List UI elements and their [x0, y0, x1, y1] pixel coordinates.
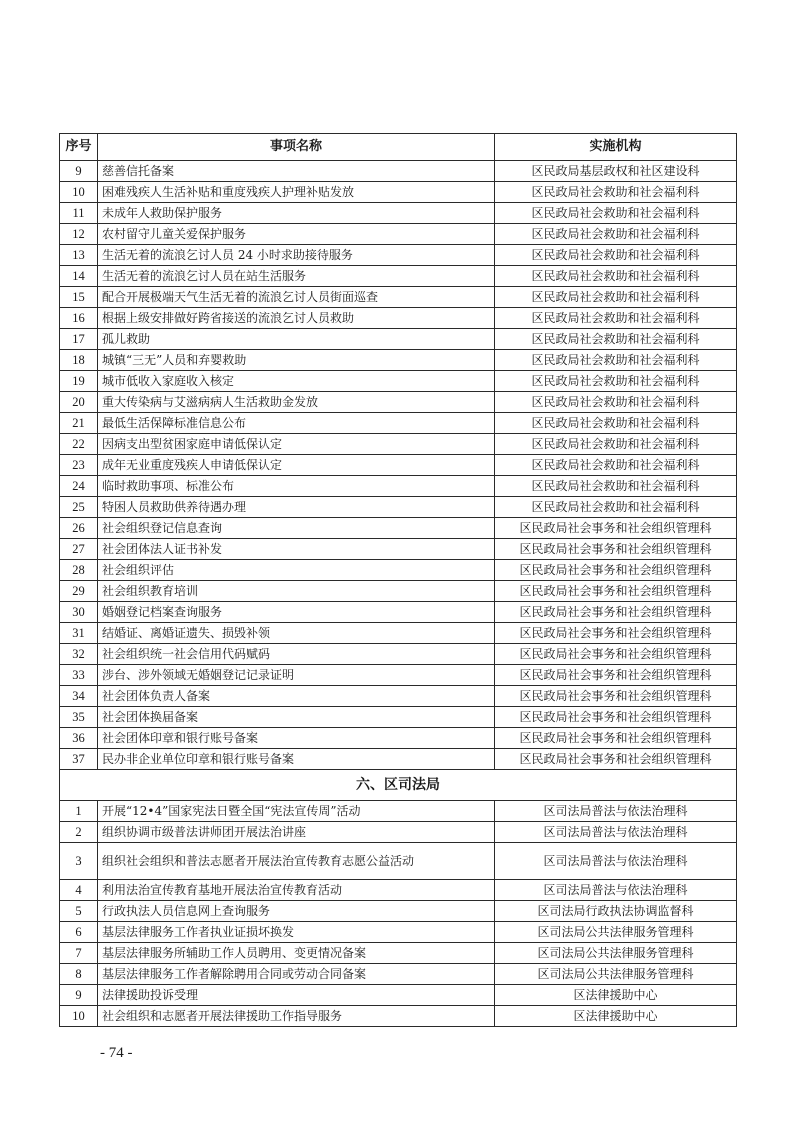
row-number: 22: [60, 434, 98, 455]
page-number: - 74 -: [100, 1045, 133, 1061]
table-row: [60, 707, 737, 728]
row-number: 11: [60, 203, 98, 224]
row-organization: 区民政局社会事务和社会组织管理科: [495, 749, 737, 770]
row-organization: 区民政局社会救助和社会福利科: [495, 350, 737, 371]
table-row: [60, 371, 737, 392]
row-number: 27: [60, 539, 98, 560]
row-item-name: 利用法治宣传教育基地开展法治宣传教育活动: [98, 880, 495, 901]
row-number: 5: [60, 901, 98, 922]
row-number: 4: [60, 880, 98, 901]
row-item-name: 生活无着的流浪乞讨人员 24 小时求助接待服务: [98, 245, 495, 266]
row-organization: 区司法局公共法律服务管理科: [495, 943, 737, 964]
row-item-name: 基层法律服务工作者执业证损坏换发: [98, 922, 495, 943]
table-row: [60, 308, 737, 329]
row-number: 10: [60, 182, 98, 203]
table-row: [60, 728, 737, 749]
header-item-name: 事项名称: [98, 134, 495, 161]
table-row: [60, 287, 737, 308]
table-row: [60, 665, 737, 686]
header-organization: 实施机构: [495, 134, 737, 161]
row-number: 6: [60, 922, 98, 943]
row-number: 14: [60, 266, 98, 287]
table-body-justice: [60, 801, 737, 1027]
row-number: 26: [60, 518, 98, 539]
row-number: 21: [60, 413, 98, 434]
table-row: [60, 539, 737, 560]
row-organization: 区民政局社会救助和社会福利科: [495, 203, 737, 224]
row-organization: 区民政局社会事务和社会组织管理科: [495, 518, 737, 539]
row-number: 16: [60, 308, 98, 329]
row-item-name: 组织社会组织和普法志愿者开展法治宣传教育志愿公益活动: [98, 843, 495, 880]
row-item-name: 社会组织教育培训: [98, 581, 495, 602]
table-row: [60, 497, 737, 518]
row-number: 15: [60, 287, 98, 308]
row-item-name: 社会组织统一社会信用代码赋码: [98, 644, 495, 665]
row-organization: 区民政局社会事务和社会组织管理科: [495, 602, 737, 623]
row-organization: 区民政局社会事务和社会组织管理科: [495, 686, 737, 707]
row-number: 12: [60, 224, 98, 245]
header-number: 序号: [60, 134, 98, 161]
row-organization: 区民政局社会救助和社会福利科: [495, 182, 737, 203]
row-item-name: 配合开展极端天气生活无着的流浪乞讨人员街面巡查: [98, 287, 495, 308]
table-row: [60, 623, 737, 644]
row-item-name: 生活无着的流浪乞讨人员在站生活服务: [98, 266, 495, 287]
table-row: [60, 901, 737, 922]
row-item-name: 临时救助事项、标准公布: [98, 476, 495, 497]
table-row: [60, 843, 737, 880]
document-page: [59, 133, 736, 1027]
row-number: 29: [60, 581, 98, 602]
row-item-name: 社会团体换届备案: [98, 707, 495, 728]
row-item-name: 婚姻登记档案查询服务: [98, 602, 495, 623]
row-item-name: 城镇“三无”人员和弃婴救助: [98, 350, 495, 371]
row-number: 33: [60, 665, 98, 686]
table-header-row: [60, 134, 737, 161]
row-number: 24: [60, 476, 98, 497]
row-organization: 区司法局行政执法协调监督科: [495, 901, 737, 922]
row-number: 18: [60, 350, 98, 371]
table-row: [60, 581, 737, 602]
row-item-name: 社会组织登记信息查询: [98, 518, 495, 539]
row-number: 34: [60, 686, 98, 707]
table-row: [60, 161, 737, 182]
row-item-name: 开展“12•4”国家宪法日暨全国“宪法宣传周”活动: [98, 801, 495, 822]
row-organization: 区民政局社会事务和社会组织管理科: [495, 560, 737, 581]
row-item-name: 城市低收入家庭收入核定: [98, 371, 495, 392]
row-number: 36: [60, 728, 98, 749]
row-organization: 区司法局公共法律服务管理科: [495, 922, 737, 943]
section-title: 六、区司法局: [60, 770, 737, 801]
row-item-name: 成年无业重度残疾人申请低保认定: [98, 455, 495, 476]
row-number: 19: [60, 371, 98, 392]
table-row: [60, 266, 737, 287]
row-organization: 区民政局社会事务和社会组织管理科: [495, 644, 737, 665]
table-row: [60, 943, 737, 964]
row-organization: 区民政局社会救助和社会福利科: [495, 287, 737, 308]
row-item-name: 根据上级安排做好跨省接送的流浪乞讨人员救助: [98, 308, 495, 329]
row-item-name: 重大传染病与艾滋病病人生活救助金发放: [98, 392, 495, 413]
row-number: 35: [60, 707, 98, 728]
row-item-name: 因病支出型贫困家庭申请低保认定: [98, 434, 495, 455]
row-organization: 区民政局社会事务和社会组织管理科: [495, 665, 737, 686]
row-organization: 区司法局普法与依法治理科: [495, 801, 737, 822]
row-organization: 区民政局社会事务和社会组织管理科: [495, 581, 737, 602]
row-organization: 区民政局基层政权和社区建设科: [495, 161, 737, 182]
row-number: 37: [60, 749, 98, 770]
table-row: [60, 434, 737, 455]
row-item-name: 社会组织评估: [98, 560, 495, 581]
table-row: [60, 964, 737, 985]
row-organization: 区民政局社会事务和社会组织管理科: [495, 728, 737, 749]
row-item-name: 组织协调市级普法讲师团开展法治讲座: [98, 822, 495, 843]
table-row: [60, 560, 737, 581]
table-row: [60, 455, 737, 476]
row-organization: 区民政局社会救助和社会福利科: [495, 392, 737, 413]
table-row: [60, 224, 737, 245]
row-organization: 区民政局社会救助和社会福利科: [495, 497, 737, 518]
row-number: 2: [60, 822, 98, 843]
row-organization: 区司法局公共法律服务管理科: [495, 964, 737, 985]
service-items-table: [59, 133, 737, 1027]
row-number: 9: [60, 161, 98, 182]
table-body-civil-affairs: [60, 161, 737, 770]
row-item-name: 最低生活保障标准信息公布: [98, 413, 495, 434]
row-organization: 区司法局普法与依法治理科: [495, 880, 737, 901]
row-item-name: 涉台、涉外领域无婚姻登记记录证明: [98, 665, 495, 686]
table-row: [60, 203, 737, 224]
row-organization: 区民政局社会救助和社会福利科: [495, 476, 737, 497]
row-item-name: 社会团体法人证书补发: [98, 539, 495, 560]
row-item-name: 社会团体负责人备案: [98, 686, 495, 707]
table-row: [60, 801, 737, 822]
row-organization: 区民政局社会救助和社会福利科: [495, 371, 737, 392]
table-row: [60, 350, 737, 371]
row-item-name: 社会团体印章和银行账号备案: [98, 728, 495, 749]
row-organization: 区法律援助中心: [495, 1006, 737, 1027]
row-item-name: 慈善信托备案: [98, 161, 495, 182]
row-organization: 区法律援助中心: [495, 985, 737, 1006]
row-number: 13: [60, 245, 98, 266]
row-item-name: 困难残疾人生活补贴和重度残疾人护理补贴发放: [98, 182, 495, 203]
row-organization: 区民政局社会救助和社会福利科: [495, 224, 737, 245]
row-organization: 区民政局社会救助和社会福利科: [495, 245, 737, 266]
row-organization: 区司法局普法与依法治理科: [495, 843, 737, 880]
row-organization: 区民政局社会事务和社会组织管理科: [495, 623, 737, 644]
row-organization: 区民政局社会救助和社会福利科: [495, 413, 737, 434]
row-number: 23: [60, 455, 98, 476]
row-organization: 区司法局普法与依法治理科: [495, 822, 737, 843]
table-row: [60, 985, 737, 1006]
row-organization: 区民政局社会事务和社会组织管理科: [495, 539, 737, 560]
table-row: [60, 182, 737, 203]
row-organization: 区民政局社会救助和社会福利科: [495, 434, 737, 455]
row-number: 1: [60, 801, 98, 822]
row-number: 10: [60, 1006, 98, 1027]
table-row: [60, 413, 737, 434]
table-row: [60, 822, 737, 843]
row-item-name: 社会组织和志愿者开展法律援助工作指导服务: [98, 1006, 495, 1027]
row-organization: 区民政局社会救助和社会福利科: [495, 266, 737, 287]
row-number: 9: [60, 985, 98, 1006]
table-row: [60, 392, 737, 413]
table-row: [60, 476, 737, 497]
row-item-name: 农村留守儿童关爱保护服务: [98, 224, 495, 245]
row-item-name: 孤儿救助: [98, 329, 495, 350]
row-number: 25: [60, 497, 98, 518]
row-number: 32: [60, 644, 98, 665]
row-number: 20: [60, 392, 98, 413]
row-item-name: 行政执法人员信息网上查询服务: [98, 901, 495, 922]
table-row: [60, 329, 737, 350]
row-item-name: 未成年人救助保护服务: [98, 203, 495, 224]
row-item-name: 特困人员救助供养待遇办理: [98, 497, 495, 518]
row-number: 17: [60, 329, 98, 350]
table-row: [60, 644, 737, 665]
row-number: 28: [60, 560, 98, 581]
table-row: [60, 602, 737, 623]
table-row: [60, 1006, 737, 1027]
section-row: [60, 770, 737, 801]
row-item-name: 基层法律服务所辅助工作人员聘用、变更情况备案: [98, 943, 495, 964]
row-organization: 区民政局社会救助和社会福利科: [495, 308, 737, 329]
row-organization: 区民政局社会救助和社会福利科: [495, 329, 737, 350]
table-row: [60, 880, 737, 901]
row-number: 31: [60, 623, 98, 644]
row-number: 3: [60, 843, 98, 880]
row-number: 8: [60, 964, 98, 985]
row-number: 7: [60, 943, 98, 964]
row-item-name: 结婚证、离婚证遗失、损毁补领: [98, 623, 495, 644]
row-item-name: 法律援助投诉受理: [98, 985, 495, 1006]
table-row: [60, 922, 737, 943]
row-item-name: 民办非企业单位印章和银行账号备案: [98, 749, 495, 770]
table-row: [60, 518, 737, 539]
row-organization: 区民政局社会救助和社会福利科: [495, 455, 737, 476]
row-organization: 区民政局社会事务和社会组织管理科: [495, 707, 737, 728]
table-row: [60, 749, 737, 770]
table-row: [60, 245, 737, 266]
row-item-name: 基层法律服务工作者解除聘用合同或劳动合同备案: [98, 964, 495, 985]
table-row: [60, 686, 737, 707]
row-number: 30: [60, 602, 98, 623]
